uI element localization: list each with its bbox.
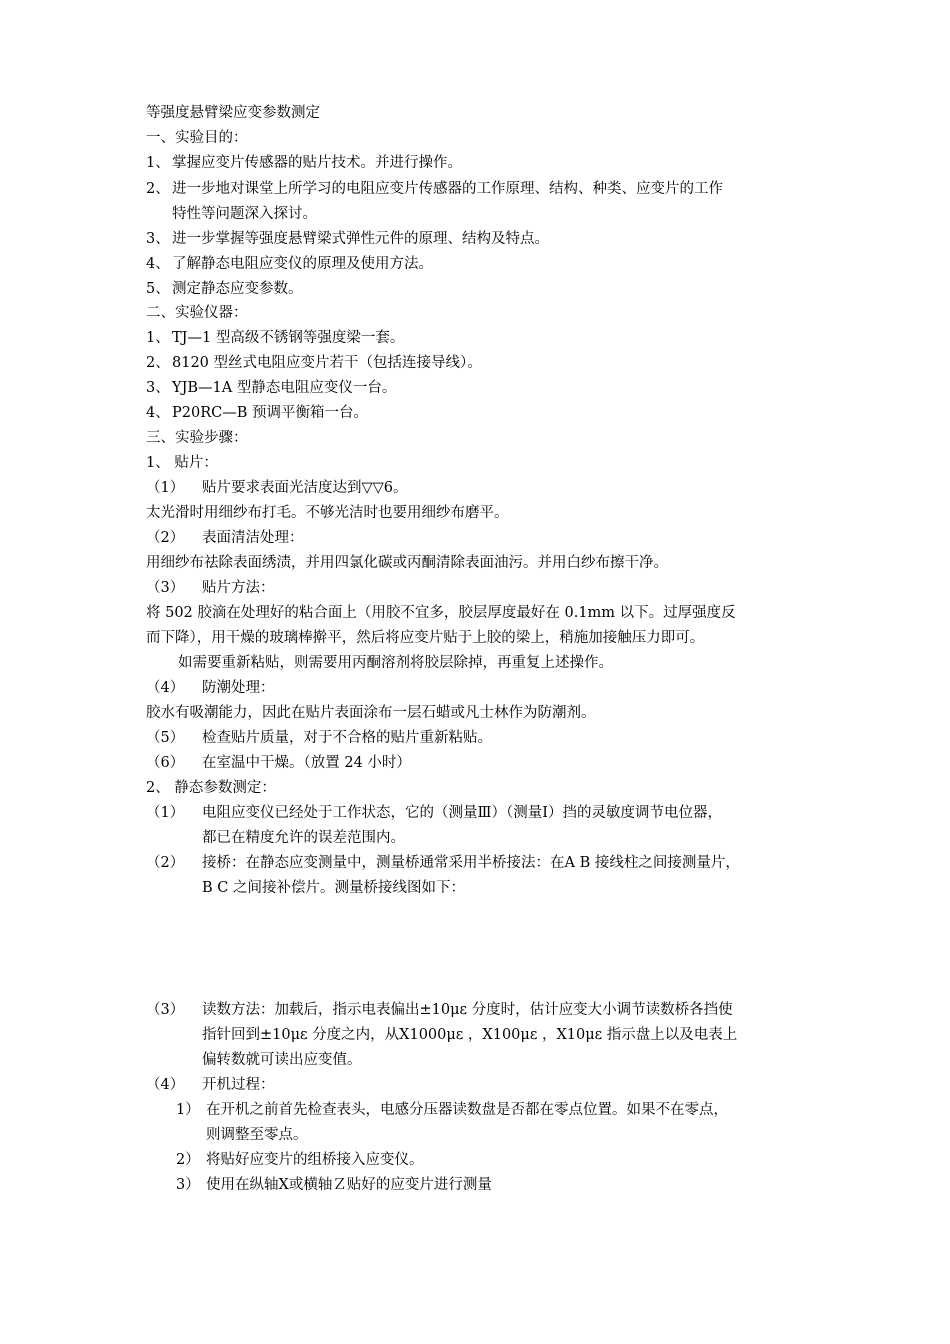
list-item: 进一步地对课堂上所学习的电阻应变片传感器的工作原理、结构、种类、应变片的工作 bbox=[172, 181, 723, 197]
sub-step-text: 都已在精度允许的误差范围内。 bbox=[202, 830, 405, 846]
list-item: TJ—1 型高级不锈钢等强度梁一套。 bbox=[172, 330, 405, 346]
nested-item-number: 2） bbox=[176, 1152, 200, 1168]
sub-step-text: 开机过程： bbox=[202, 1077, 275, 1093]
paragraph: 而下降），用干燥的玻璃棒擀平，然后将应变片贴于上胶的梁上，稍施加接触压力即可。 bbox=[146, 630, 705, 646]
sub-step-number: （1） bbox=[146, 480, 185, 496]
list-item: P20RC—B 预调平衡箱一台。 bbox=[172, 405, 368, 421]
paragraph: 如需要重新粘贴，则需要用丙酮溶剂将胶层除掉，再重复上述操作。 bbox=[178, 655, 613, 671]
list-number: 4、 bbox=[146, 405, 170, 421]
nested-item-text: 将贴好应变片的组桥接入应变仪。 bbox=[206, 1152, 424, 1168]
list-item: 测定静态应变参数。 bbox=[172, 281, 303, 297]
sub-step-number: （3） bbox=[146, 580, 185, 596]
sub-step-number: （4） bbox=[146, 1077, 185, 1093]
sub-step-number: （2） bbox=[146, 855, 185, 871]
list-item-continuation: 特性等问题深入探讨。 bbox=[172, 206, 317, 222]
list-item: 掌握应变片传感器的贴片技术。并进行操作。 bbox=[172, 155, 462, 171]
nested-item-text: 在开机之前首先检查表头，电感分压器读数盘是否都在零点位置。如果不在零点， bbox=[206, 1102, 728, 1118]
sub-step-number: （2） bbox=[146, 530, 185, 546]
sub-step-number: （5） bbox=[146, 730, 185, 746]
sub-step-number: （4） bbox=[146, 680, 185, 696]
nested-item-text: 则调整至零点。 bbox=[206, 1127, 308, 1143]
document-title: 等强度悬臂梁应变参数测定 bbox=[146, 105, 320, 121]
nested-item-text: 使用在纵轴Ⅹ或横轴Ｚ贴好的应变片进行测量 bbox=[206, 1177, 492, 1193]
sub-step-text: 电阻应变仪已经处于工作状态，它的（测量Ⅲ）（测量Ⅰ）挡的灵敏度调节电位器， bbox=[202, 805, 722, 821]
sub-step-number: （1） bbox=[146, 805, 185, 821]
sub-step-text: 读数方法：加载后，指示电表偏出±10με 分度时，估计应变大小调节读数桥各挡使 bbox=[202, 1002, 733, 1018]
nested-item-number: 3） bbox=[176, 1177, 200, 1193]
sub-step-text: 贴片方法： bbox=[202, 580, 275, 596]
sub-step-text: 在室温中干燥。（放置 24 小时） bbox=[202, 755, 411, 771]
section-heading-instruments: 二、实验仪器： bbox=[146, 305, 248, 321]
paragraph: 胶水有吸潮能力，因此在贴片表面涂布一层石蜡或凡士林作为防潮剂。 bbox=[146, 705, 596, 721]
paragraph: 将 502 胶滴在处理好的粘合面上（用胶不宜多，胶层厚度最好在 0.1mm 以下。过厚强度反 bbox=[146, 605, 736, 621]
section-heading-procedure: 三、实验步骤： bbox=[146, 430, 248, 446]
list-number: 4、 bbox=[146, 256, 170, 272]
sub-step-number: （6） bbox=[146, 755, 185, 771]
sub-step-text: 接桥：在静态应变测量中，测量桥通常采用半桥接法：在A B 接线柱之间接测量片， bbox=[202, 855, 740, 871]
list-number: 3、 bbox=[146, 380, 170, 396]
step-heading: 2、 静态参数测定： bbox=[146, 780, 276, 796]
list-item: YJB—1A 型静态电阻应变仪一台。 bbox=[172, 380, 397, 396]
list-number: 3、 bbox=[146, 231, 170, 247]
paragraph: 太光滑时用细纱布打毛。不够光洁时也要用细纱布磨平。 bbox=[146, 505, 509, 521]
sub-step-text: 防潮处理： bbox=[202, 680, 275, 696]
list-number: 1、 bbox=[146, 330, 170, 346]
sub-step-text: 偏转数就可读出应变值。 bbox=[202, 1052, 362, 1068]
list-item: 8120 型丝式电阻应变片若干（包括连接导线）。 bbox=[172, 355, 482, 371]
sub-step-text: B C 之间接补偿片。测量桥接线图如下： bbox=[202, 880, 465, 896]
list-item: 进一步掌握等强度悬臂梁式弹性元件的原理、结构及特点。 bbox=[172, 231, 549, 247]
step-heading: 1、 贴片： bbox=[146, 455, 218, 471]
section-heading-objectives: 一、实验目的： bbox=[146, 130, 248, 146]
sub-step-text: 贴片要求表面光洁度达到▽▽6。 bbox=[202, 480, 408, 496]
list-number: 5、 bbox=[146, 281, 170, 297]
sub-step-text: 检查贴片质量，对于不合格的贴片重新粘贴。 bbox=[202, 730, 492, 746]
nested-item-number: 1） bbox=[176, 1102, 200, 1118]
sub-step-number: （3） bbox=[146, 1002, 185, 1018]
sub-step-text: 指针回到±10με 分度之内，从Ⅹ1000με ，Ⅹ100με ，Ⅹ10με 指示盘上以及电表上 bbox=[202, 1027, 738, 1043]
sub-step-text: 表面清洁处理： bbox=[202, 530, 304, 546]
list-number: 2、 bbox=[146, 355, 170, 371]
list-number: 1、 bbox=[146, 155, 170, 171]
paragraph: 用细纱布祛除表面绣渍，并用四氯化碳或丙酮清除表面油污。并用白纱布擦干净。 bbox=[146, 555, 668, 571]
list-number: 2、 bbox=[146, 181, 170, 197]
list-item: 了解静态电阻应变仪的原理及使用方法。 bbox=[172, 256, 433, 272]
